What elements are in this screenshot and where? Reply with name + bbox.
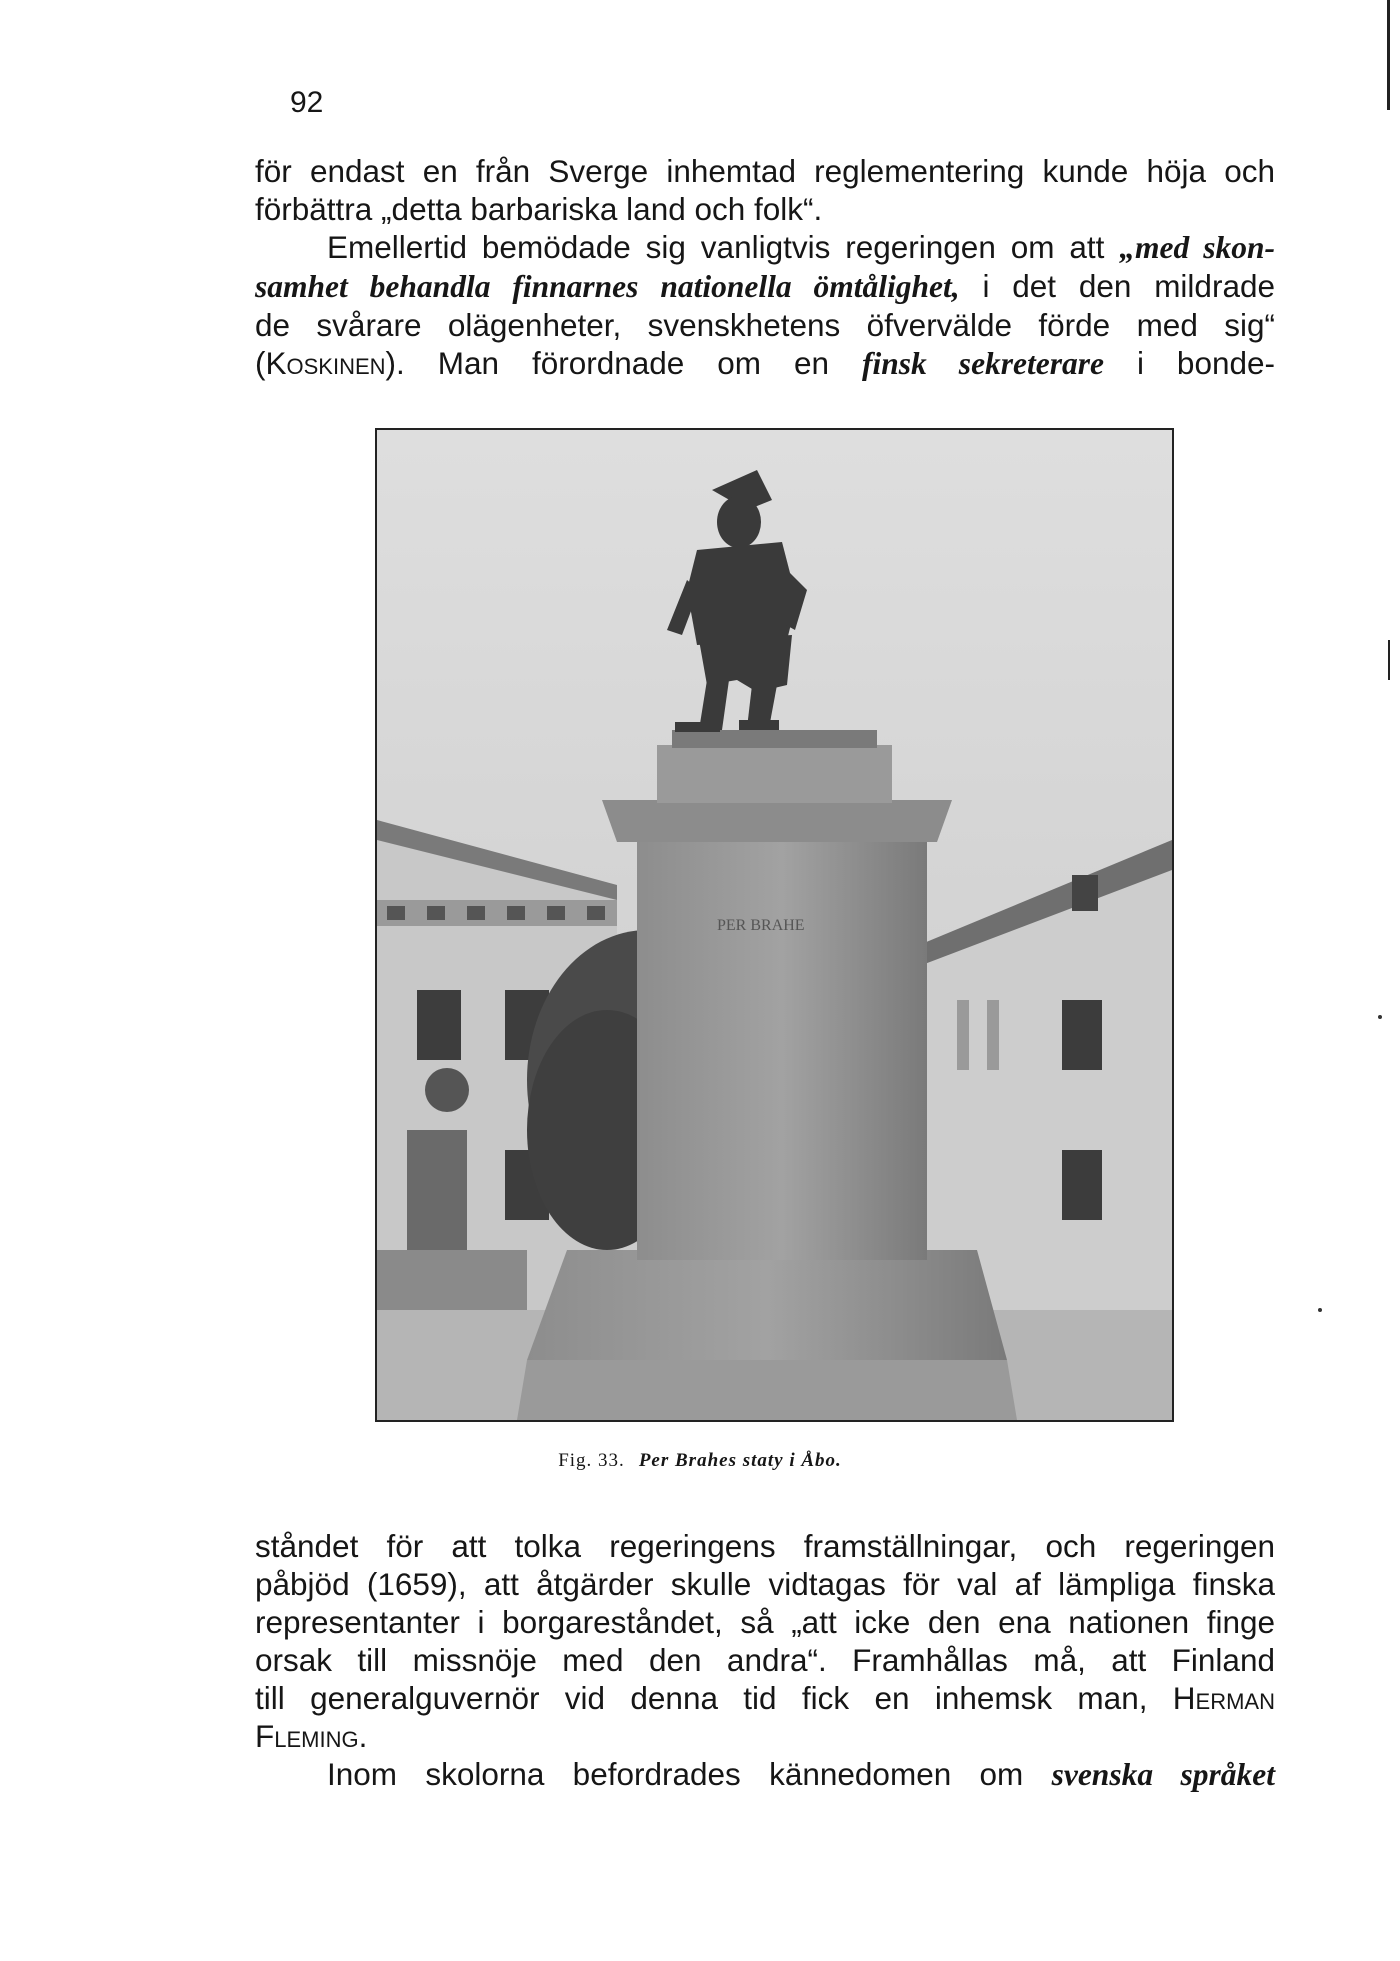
- text-run: (: [255, 345, 266, 381]
- scan-edge-mark: [1387, 0, 1390, 110]
- pedestal-inscription: PER BRAHE: [717, 917, 805, 934]
- figure-title: Per Brahes staty i Åbo.: [638, 1450, 842, 1471]
- quote-italic: „med skon-: [1119, 230, 1275, 265]
- statue-photograph: [377, 430, 1172, 1420]
- text-run: ). Man förordnade om en: [385, 345, 862, 381]
- person-name: Herman: [1172, 1680, 1275, 1716]
- text-line: [255, 1679, 1275, 1717]
- text-line: förbättra „detta barbariska land och folk“.: [255, 191, 823, 227]
- text-run: Inom skolorna befordrades kännedomen om: [327, 1756, 1052, 1792]
- scan-edge-mark: [1388, 640, 1390, 680]
- paragraph-4: [255, 1755, 1275, 1794]
- text-line: ståndet för att tolka regeringens framställningar, och regeringen: [255, 1528, 1275, 1564]
- paragraph-3: [255, 1527, 1275, 1755]
- emphasis-italic: svenska språket: [1051, 1757, 1275, 1792]
- text-run: i det den mildrade: [959, 268, 1275, 304]
- text-line: orsak till missnöje med den andra“. Framhållas må, att Finland: [255, 1642, 1275, 1678]
- scan-speck: [1378, 1015, 1382, 1019]
- text-line: påbjöd (1659), att åtgärder skulle vidtagas för val af lämpliga finska: [255, 1566, 1275, 1602]
- text-line: [255, 344, 1275, 383]
- paragraph-2: [255, 228, 1275, 383]
- figure-label: Fig. 33.: [558, 1450, 625, 1471]
- text-line: [255, 228, 1275, 267]
- quote-italic: samhet behandla finnarnes nationella ömtålighet,: [255, 269, 960, 304]
- paragraph-1: [255, 152, 1275, 228]
- text-run: Emellertid bemödade sig vanligtvis regeringen om att: [327, 229, 1120, 265]
- scan-speck: [1318, 1308, 1322, 1312]
- text-line: [255, 267, 1275, 306]
- text-run: i bonde-: [1104, 345, 1276, 381]
- page-number: 92: [290, 86, 324, 119]
- emphasis-italic: finsk sekreterare: [861, 346, 1105, 381]
- person-name-line: Fleming.: [255, 1718, 368, 1754]
- text-line: för endast en från Sverge inhemtad reglementering kunde höja och: [255, 153, 1275, 189]
- figure-photo-statue: [375, 428, 1174, 1422]
- text-line: [255, 1755, 1275, 1794]
- text-run: till generalguvernör vid denna tid fick en inhemsk man,: [255, 1680, 1173, 1716]
- figure-caption: [0, 1450, 1400, 1472]
- text-line: representanter i borgareståndet, så „att icke den ena nationen finge: [255, 1604, 1275, 1640]
- author-name: Koskinen: [265, 345, 386, 381]
- text-line: de svårare olägenheter, svenskhetens öfvervälde förde med sig“: [255, 307, 1275, 343]
